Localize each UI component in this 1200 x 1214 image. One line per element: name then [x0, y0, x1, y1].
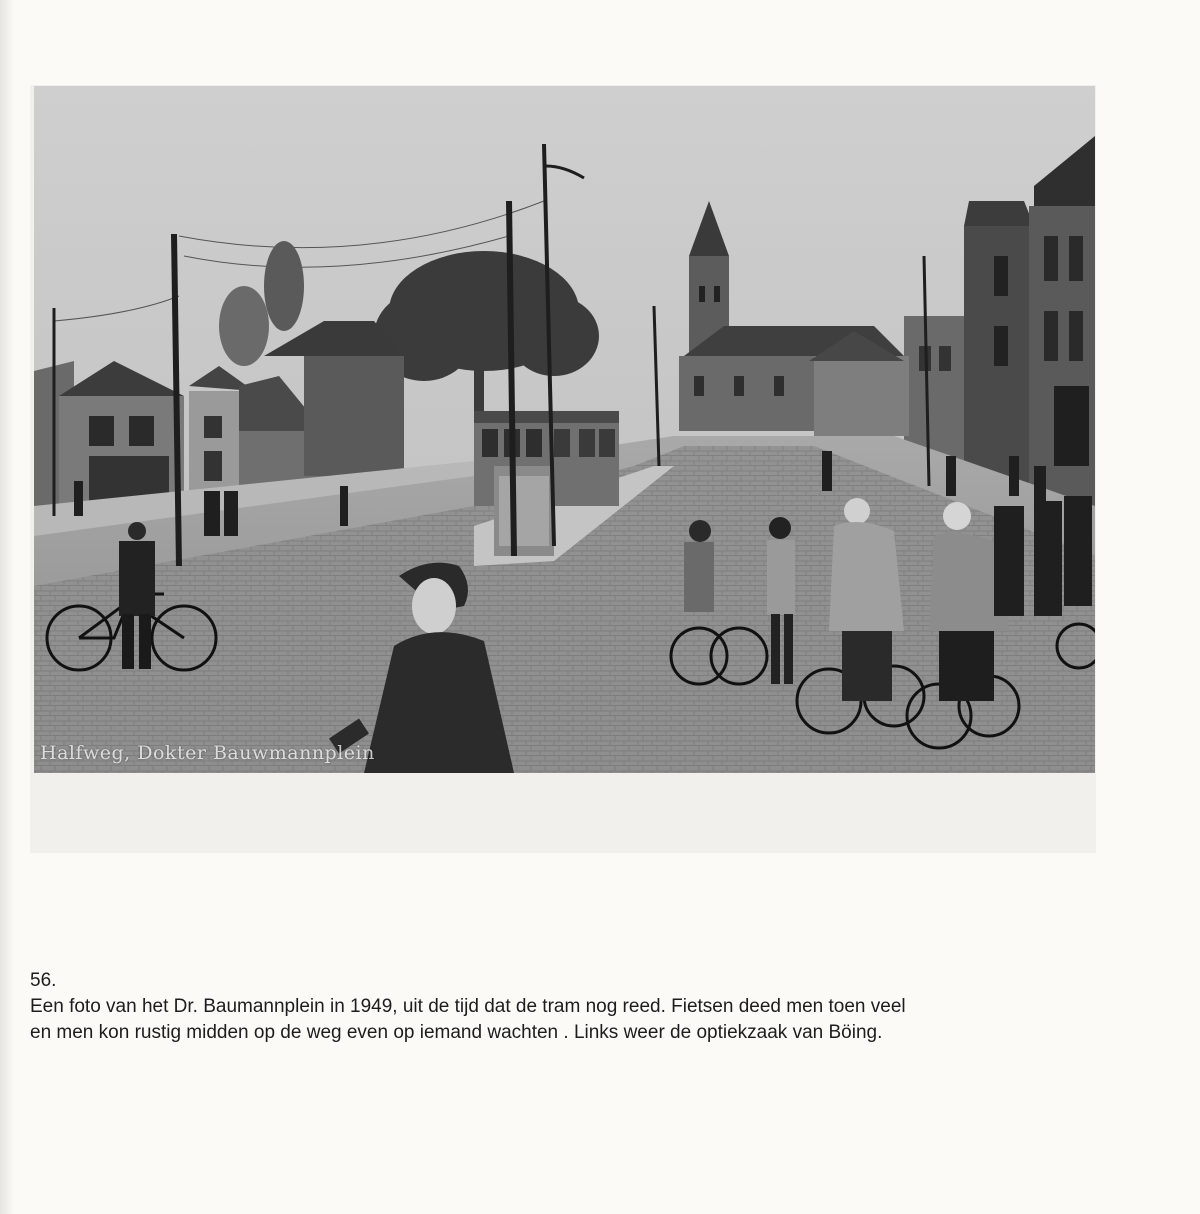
caption-number: 56.	[30, 970, 57, 991]
caption-line: en men kon rustig midden op de weg even op iemand wachten . Links weer de optiekzaak van Böing.	[30, 1022, 883, 1043]
historic-photo	[34, 86, 1095, 773]
photo-embedded-caption: Halfweg, Dokter Bauwmannplein	[40, 742, 375, 764]
page-edge-shadow	[0, 0, 14, 1214]
caption-line: Een foto van het Dr. Baumannplein in 1949, uit de tijd dat de tram nog reed. Fietsen deed men toen veel	[30, 996, 906, 1017]
caption-block	[30, 968, 1110, 1046]
